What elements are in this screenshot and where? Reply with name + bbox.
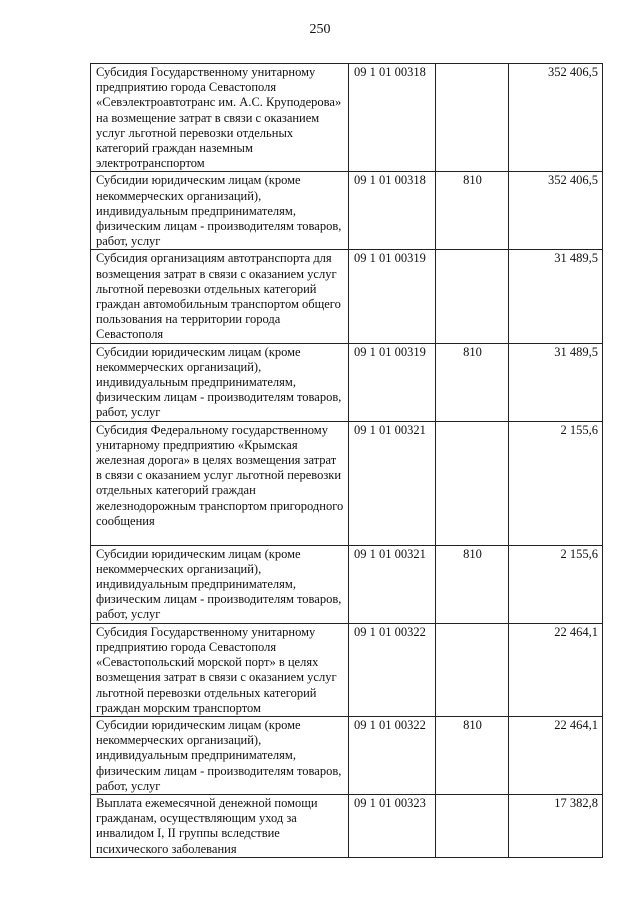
row-amount: 2 155,6 bbox=[509, 421, 603, 545]
row-amount: 31 489,5 bbox=[509, 250, 603, 343]
table-row bbox=[91, 172, 603, 250]
row-expense-type bbox=[436, 421, 509, 545]
row-expense-type bbox=[436, 794, 509, 857]
table-row bbox=[91, 250, 603, 343]
row-amount: 17 382,8 bbox=[509, 794, 603, 857]
page-number: 250 bbox=[309, 22, 331, 37]
row-name: Субсидия Государственному унитарному предприятию города Севастополя «Севэлектроавтотранс им. А.С. Круподерова» на возмещение затрат в связи с оказанием услуг льготной перевозки отдельных категорий граждан наземным электротранспортом bbox=[91, 64, 349, 172]
row-amount: 352 406,5 bbox=[509, 64, 603, 172]
row-target-code: 09 1 01 00318 bbox=[349, 172, 436, 250]
row-expense-type: 810 bbox=[436, 172, 509, 250]
row-amount: 22 464,1 bbox=[509, 716, 603, 794]
table-row bbox=[91, 794, 603, 857]
row-target-code: 09 1 01 00318 bbox=[349, 64, 436, 172]
table-row bbox=[91, 421, 603, 545]
row-target-code: 09 1 01 00322 bbox=[349, 716, 436, 794]
table-row bbox=[91, 716, 603, 794]
row-name: Субсидии юридическим лицам (кроме некоммерческих организаций), индивидуальным предпринимателям, физическим лицам - производителям товаров, работ, услуг bbox=[91, 172, 349, 250]
row-amount: 22 464,1 bbox=[509, 623, 603, 716]
row-name: Субсидия организациям автотранспорта для возмещения затрат в связи с оказанием услуг льготной перевозки отдельных категорий граждан автомобильным транспортом общего пользования на территории города Севастополя bbox=[91, 250, 349, 343]
row-target-code: 09 1 01 00319 bbox=[349, 343, 436, 421]
row-expense-type: 810 bbox=[436, 343, 509, 421]
row-name: Субсидии юридическим лицам (кроме некоммерческих организаций), индивидуальным предпринимателям, физическим лицам - производителям товаров, работ, услуг bbox=[91, 716, 349, 794]
table-row bbox=[91, 343, 603, 421]
row-amount: 352 406,5 bbox=[509, 172, 603, 250]
row-expense-type bbox=[436, 623, 509, 716]
row-expense-type: 810 bbox=[436, 545, 509, 623]
row-amount: 2 155,6 bbox=[509, 545, 603, 623]
row-target-code: 09 1 01 00321 bbox=[349, 421, 436, 545]
row-name: Субсидия Федеральному государственному унитарному предприятию «Крымская железная дорога» в целях возмещения затрат в связи с оказанием услуг льготной перевозки отдельных категорий граждан железнодорожным транспортом пригородного сообщения bbox=[91, 421, 349, 545]
row-name: Субсидия Государственному унитарному предприятию города Севастополя «Севастопольский морской порт» в целях возмещения затрат в связи с оказанием услуг льготной перевозки отдельных категорий граждан морским транспортом bbox=[91, 623, 349, 716]
budget-table bbox=[90, 63, 603, 858]
row-expense-type: 810 bbox=[436, 716, 509, 794]
row-expense-type bbox=[436, 64, 509, 172]
row-target-code: 09 1 01 00323 bbox=[349, 794, 436, 857]
table-row bbox=[91, 623, 603, 716]
table-row bbox=[91, 64, 603, 172]
row-name: Выплата ежемесячной денежной помощи гражданам, осуществляющим уход за инвалидом I, II группы вследствие психического заболевания bbox=[91, 794, 349, 857]
table-row bbox=[91, 545, 603, 623]
row-target-code: 09 1 01 00321 bbox=[349, 545, 436, 623]
row-expense-type bbox=[436, 250, 509, 343]
row-target-code: 09 1 01 00322 bbox=[349, 623, 436, 716]
row-name: Субсидии юридическим лицам (кроме некоммерческих организаций), индивидуальным предпринимателям, физическим лицам - производителям товаров, работ, услуг bbox=[91, 343, 349, 421]
row-target-code: 09 1 01 00319 bbox=[349, 250, 436, 343]
row-amount: 31 489,5 bbox=[509, 343, 603, 421]
row-name: Субсидии юридическим лицам (кроме некоммерческих организаций), индивидуальным предпринимателям, физическим лицам - производителям товаров, работ, услуг bbox=[91, 545, 349, 623]
